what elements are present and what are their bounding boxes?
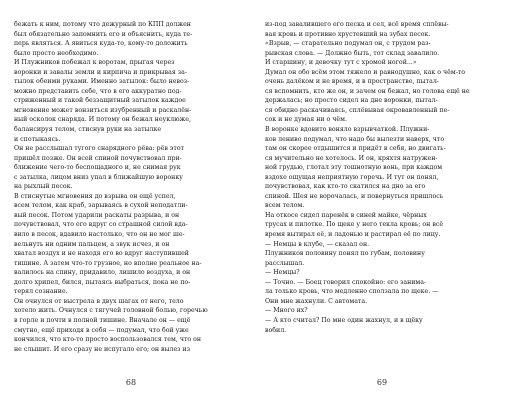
text-line: всем телом, как краб, зарываясь в сухой неподатли- [14, 202, 188, 210]
text-line: трусах и пилотке. По щеке у него текла кровь; он всё [265, 221, 444, 229]
text-line: стриженный и такой беззащитный затылок каждое [14, 97, 186, 105]
text-line: ный осколок снаряда. И потому он бежал неуклюже, [14, 116, 191, 124]
text-line: очень далёком и не время, и в пространстве, пытал- [265, 78, 439, 86]
text-line: И Плужников побежал к воротам, прыгая через [14, 59, 175, 67]
text-line: ной грудью, глотал эту тошнотную вонь, при каждом [265, 164, 443, 172]
text-line: — Много их? [265, 307, 308, 315]
text-line: перь являться. А явиться куда-то, кому-то доложить [14, 40, 188, 48]
text-line: на рыхлый песок. [14, 183, 73, 191]
text-line: терял сознание. [14, 288, 68, 296]
right-page [265, 0, 499, 414]
text-line: смутно, ещё приходя в себя — подумал, что бой уже [14, 326, 189, 334]
right-page-number: 69 [376, 378, 388, 387]
text-line: На откосе сидел паренёк в синей майке, чёрных [265, 211, 427, 219]
text-line: вый песок. Потом ударили раскаты разрыва, и он [14, 211, 180, 219]
text-line: расслышал. [265, 259, 305, 267]
text-line: почувствовал, как кто-то скатился на дно за его [265, 183, 426, 191]
text-line: ла только кровь, что медленно сползала по щеке. — [265, 288, 439, 296]
text-line: ближение чего-то беспощадного и, не снимая рук [14, 164, 181, 172]
text-line: время вытирал её, и ладонью и растирал её по лицу. [265, 231, 441, 239]
text-line: ков лениво подумал, что надо бы вылезти наверх, что [265, 135, 445, 143]
left-page [14, 0, 248, 414]
text-line: в горле и почти в полной тишине. Вначале он — ещё [14, 316, 191, 324]
text-line: почувствовал, что его вдруг со страшной силой вда- [14, 221, 188, 229]
text-line: — Немцы? [265, 269, 300, 277]
left-page-number: 68 [125, 378, 137, 387]
text-line: там он скорее отдышится и придёт в себя, но двигать- [265, 145, 446, 153]
text-line: вздохе ощущая неприятную горечь. И тут он понял, [265, 173, 439, 181]
text-line: — А кто считал? По мне один жахнул, и в щёку [265, 316, 423, 324]
text-line: ся мучительно не хотелось. И он, кряхтя натружен- [265, 154, 438, 162]
text-line: из-под завалившего его песка и сел, всё время сплёвы- [265, 21, 449, 28]
text-line: спиной. Шея не ворочалась, и повернуться пришлось [265, 192, 444, 200]
text-line: вельнуть ни одним пальцем, а звук исчез, и он [14, 240, 170, 248]
text-line: пришёл позже. Он всей спиной почувствовал при- [14, 154, 182, 162]
text-line: можно представить себе, что в его аккуратно под- [14, 87, 182, 95]
text-line: вило в песок, вдавило настолько, что он не мог ше- [14, 231, 185, 239]
text-line: Думал он обо всём этом тяжело и равнодушно, как о чём-то [265, 68, 466, 76]
text-line: сок и не думая ни о чём. [265, 116, 347, 124]
text-line: и спотыкаясь. [14, 135, 61, 143]
text-line: В воронке вдовито воняло взрывчаткой. Плужни- [265, 126, 430, 134]
text-line: Он очнулся от выстрела в двух шагах от него, тело [14, 297, 184, 305]
text-line: держалась; но просто сидел на дне воронки, пытал- [265, 97, 438, 105]
text-line: не слышит. И его сразу не испугало его; он вылез из [14, 345, 191, 353]
text-line: долго хрипел, бился, пытаясь выбраться, пока не по- [14, 278, 191, 286]
text-line: вобил. [265, 326, 287, 334]
left-page-text [14, 20, 248, 354]
text-line: был обязательно запомнить его и объяснить, куда те- [14, 30, 193, 38]
text-line: «Взрыв, — старательно подумал он, с трудом раз- [265, 40, 431, 48]
text-line: тылок обеими руками. Именно затылок: было невоз- [14, 78, 190, 86]
right-page-text [265, 20, 499, 335]
text-line: кончился, что кто-то просто воспользовался тем, что он [14, 336, 202, 344]
text-line: ся обидно раскачиваясь, сплёвывая окровавленный пе- [265, 106, 450, 114]
text-line: Они мне жахнули. С автомата. [265, 297, 368, 305]
text-line: И старшину, и девочку тут с хромой ногой...» [265, 59, 417, 67]
text-line: мгновение может вонзиться изубренный и раскалён- [14, 106, 192, 114]
text-line: вая кровь и противно хрустевший на зубах песок. [265, 30, 431, 38]
text-line: воронки и завалы земли и кирпича и прикрывая за- [14, 68, 188, 76]
text-line: тишине. А затем что-то грузное, но вполне реальное на- [14, 259, 202, 267]
text-line: рывская слова. — Должно быть, тот склад завалило. [265, 49, 440, 57]
text-line: всем телом. [265, 202, 305, 210]
text-line: хватал воздух и не находя его во вдруг наступившей [14, 250, 189, 258]
text-line: — Точно. — Боец говорил спокойно: его занима- [265, 278, 427, 286]
text-line: было просто необходимо. [14, 49, 99, 57]
text-line: Плужников половину понял по губам, половину [265, 250, 425, 258]
text-line: ся вспомнить, кто же он, и зачем он бежал, но голова ещё не [265, 87, 470, 95]
text-line: Он не расслышал тугого снарядного рёва: рёв этот [14, 145, 185, 153]
text-line: балансируя телом, стиснув руки на затылке [14, 126, 162, 134]
text-line: бежать к ним, потому что дежурный по КПП должен [14, 21, 191, 28]
text-line: валилось на спину, придавило, лишило воздуха, и он [14, 269, 191, 277]
text-line: с затылка, лицом вниз упал в ближайшую воронку [14, 173, 183, 181]
text-line: В стиснутые мгновения до взрыва он ещё успел, [14, 192, 176, 200]
text-line: хотело жить. Очнулся с тягучей головной болью, горечью [14, 307, 208, 315]
text-line: — Немцы в клубе, — сказал он. [265, 240, 370, 248]
